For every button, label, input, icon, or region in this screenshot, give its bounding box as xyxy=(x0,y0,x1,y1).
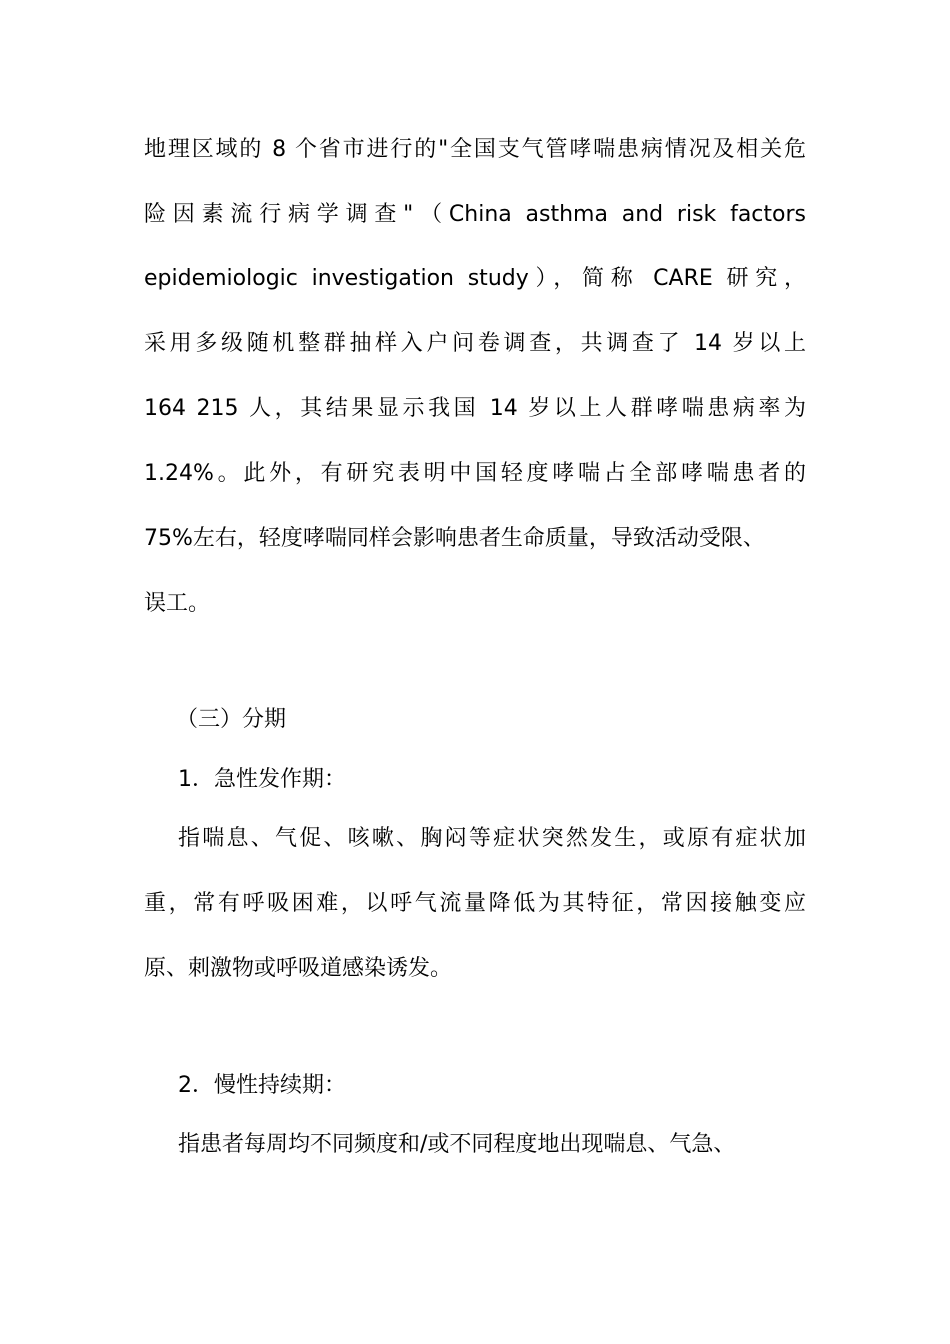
subsection-heading: 1．急性发作期： xyxy=(178,767,346,792)
subsection-heading: 2．慢性持续期： xyxy=(178,1073,346,1098)
paragraph-line: 1.24%。此外，有研究表明中国轻度哮喘占全部哮喘患者的 xyxy=(144,461,806,486)
paragraph-line: 指患者每周均不同频度和/或不同程度地出现喘息、气急、 xyxy=(178,1132,736,1157)
paragraph-line: 指喘息、气促、咳嗽、胸闷等症状突然发生，或原有症状加 xyxy=(178,826,806,851)
paragraph-line: 164 215 人，其结果显示我国 14 岁以上人群哮喘患病率为 xyxy=(144,396,806,421)
paragraph-line: 误工。 xyxy=(144,591,211,616)
paragraph-line: 原、刺激物或呼吸道感染诱发。 xyxy=(144,956,453,981)
section-heading-staging: （三）分期 xyxy=(176,707,287,732)
paragraph-line: 地理区域的 8 个省市进行的"全国支气管哮喘患病情况及相关危 xyxy=(144,137,806,162)
paragraph-line: 重，常有呼吸困难，以呼气流量降低为其特征，常因接触变应 xyxy=(144,891,806,916)
paragraph-line: epidemiologic investigation study），简称 CARE 研究， xyxy=(144,266,806,291)
paragraph-line: 75%左右，轻度哮喘同样会影响患者生命质量，导致活动受限、 xyxy=(144,526,765,551)
paragraph-line: 险因素流行病学调查"（China asthma and risk factors xyxy=(144,202,806,227)
paragraph-line: 采用多级随机整群抽样入户问卷调查，共调查了 14 岁以上 xyxy=(144,331,806,356)
